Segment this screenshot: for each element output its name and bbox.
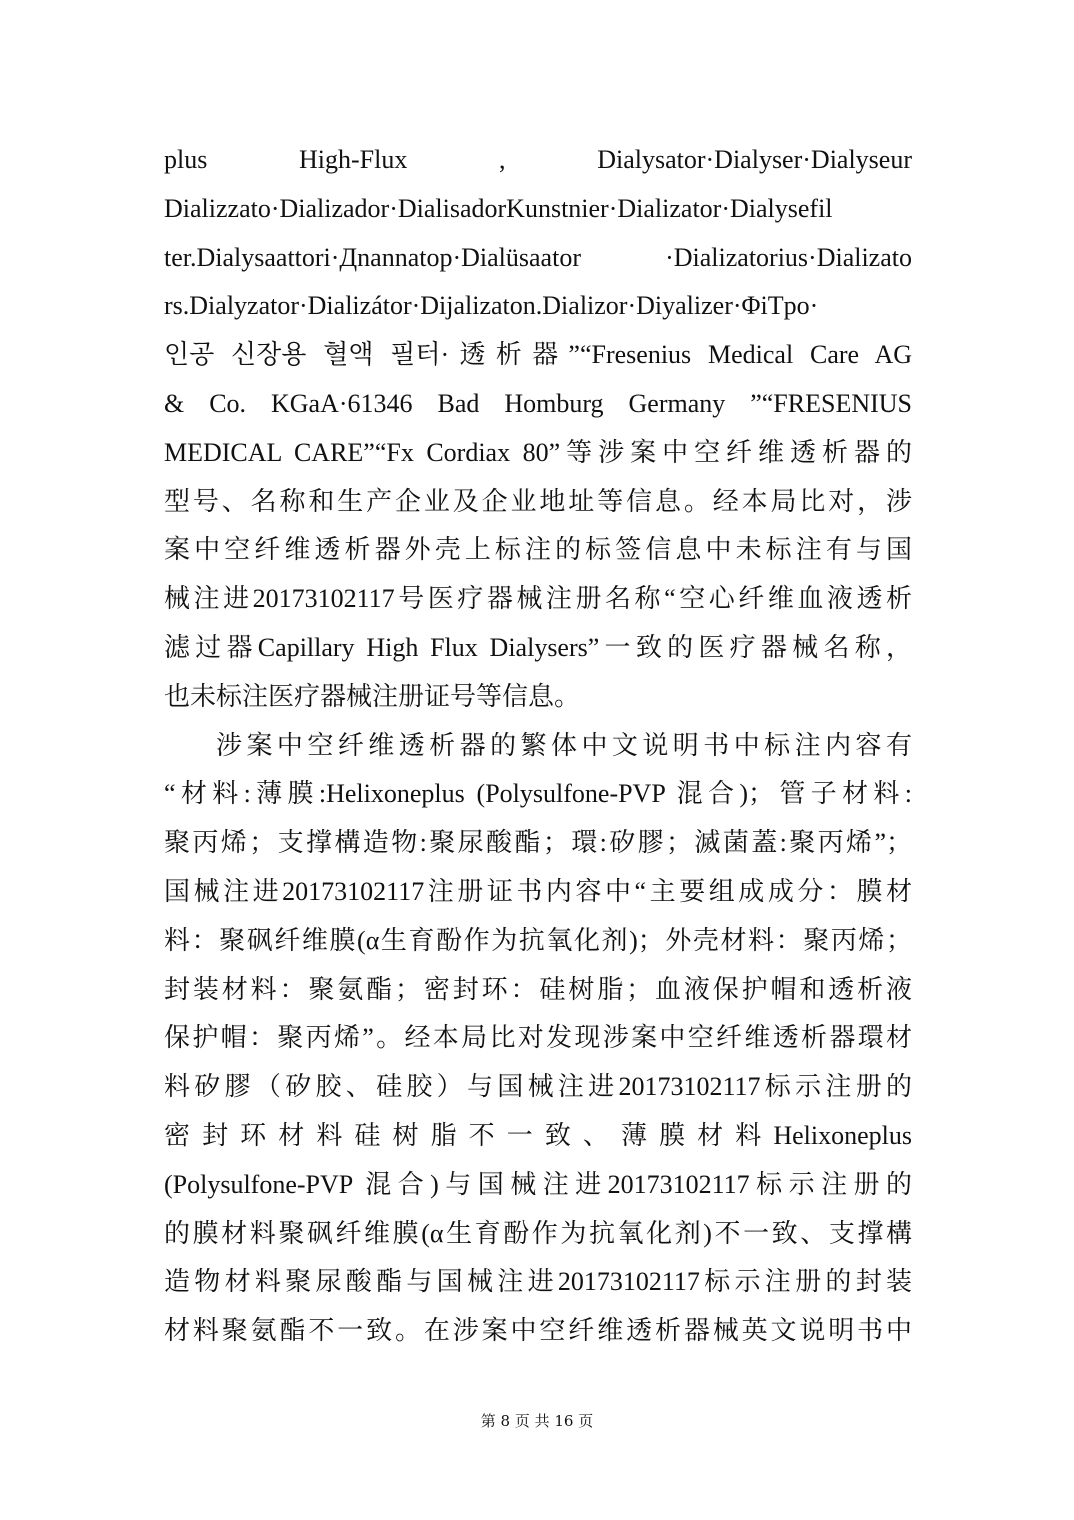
text-line: Dializzato·Dializador·DialisadorKunstnier·Dializator·Dialysefil [164,193,833,223]
text-line: plus High-Flux , Dialysator·Dialyser·Dialyseur [164,145,912,174]
text-line: “材料:薄膜:Helixoneplus (Polysulfone-PVP 混合)；管子材料: [164,779,912,809]
text-line: ter.Dialysaattori·Дnannatop·Dialüsaator ·Dializatorius·Dializato [164,242,912,272]
text-line: 密封环材料硅树脂不一致、薄膜材料Helixoneplus [164,1120,912,1150]
page-number-footer: 第 8 页 共 16 页 [480,1412,594,1430]
text-line: & Co. KGaA·61346 Bad Homburg Germany ”“FRESENIUS [164,388,912,418]
text-line: rs.Dialyzator·Dializátor·Dijalizaton.Dializor·Diyalizer·ΦiTpo· [164,291,819,321]
text-line: 造物材料聚尿酸酯与国械注进20173102117标示注册的封装 [164,1267,912,1297]
text-line: 国械注进20173102117注册证书内容中“主要组成成分：膜材 [164,876,912,906]
text-line: 也未标注医疗器械注册证号等信息。 [164,681,581,711]
text-line: 械注进20173102117号医疗器械注册名称“空心纤维血液透析 [164,584,912,614]
text-line: 인공 신장용 혈액 필터·透析器”“Fresenius Medical Care AG [164,340,912,370]
paragraph-first-line: 涉案中空纤维透析器的繁体中文说明书中标注内容有 [216,730,912,760]
text-line: 聚丙烯；支撑構造物:聚尿酸酯；環:矽膠；滅菌蓋:聚丙烯”； [164,828,912,858]
text-line: (Polysulfone-PVP 混合)与国械注进20173102117标示注册的 [164,1169,912,1199]
text-line: MEDICAL CARE”“Fx Cordiax 80”等涉案中空纤维透析器的 [164,437,912,467]
text-line: 的膜材料聚砜纤维膜(α生育酚作为抗氧化剂)不一致、支撑構 [164,1218,912,1248]
text-line: 封装材料：聚氨酯；密封环：硅树脂；血液保护帽和透析液 [164,974,912,1004]
text-line: 料：聚砜纤维膜(α生育酚作为抗氧化剂)；外壳材料：聚丙烯； [164,925,912,955]
body-text [164,136,912,1356]
text-line: 材料聚氨酯不一致。在涉案中空纤维透析器械英文说明书中 [164,1316,912,1346]
text-line: 滤过器Capillary High Flux Dialysers”一致的医疗器械名称， [164,632,912,662]
text-line: 案中空纤维透析器外壳上标注的标签信息中未标注有与国 [164,535,912,565]
text-line: 型号、名称和生产企业及企业地址等信息。经本局比对，涉 [164,486,912,516]
text-line: 保护帽：聚丙烯”。经本局比对发现涉案中空纤维透析器環材 [164,1023,912,1053]
text-line: 料矽膠（矽胶、硅胶）与国械注进20173102117标示注册的 [164,1072,912,1102]
